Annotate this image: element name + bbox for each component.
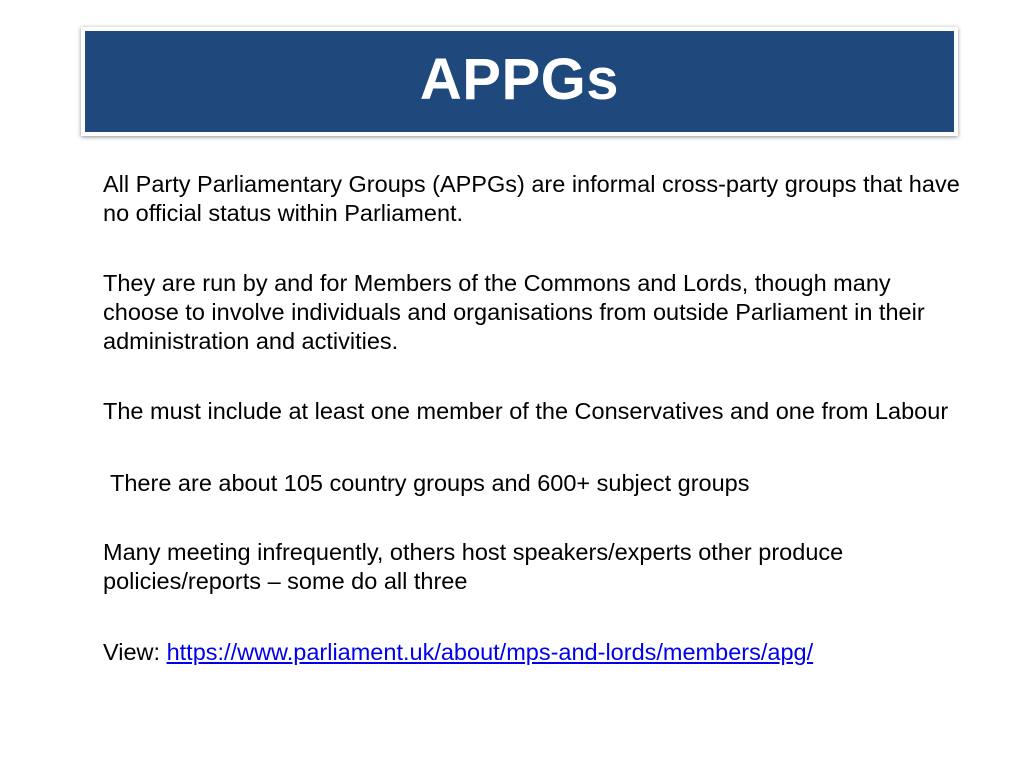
paragraph-appg-definition: All Party Parliamentary Groups (APPGs) are informal cross-party groups that have no official status within Parliament. [103, 171, 960, 226]
paragraph-view [103, 638, 963, 667]
slide-body [103, 170, 963, 667]
paragraph-membership: They are run by and for Members of the Commons and Lords, though many choose to involve individuals and organisations from outside Parliament in their administration and activities. [103, 270, 925, 354]
paragraph-activities: Many meeting infrequently, others host speakers/experts other produce policies/reports – some do all three [103, 539, 844, 594]
title-banner [81, 27, 958, 136]
paragraph-party-requirement: The must include at least one member of the Conservatives and one from Labour [103, 398, 949, 424]
view-label: View: [103, 639, 167, 665]
title-box [85, 31, 954, 132]
slide-title: APPGs [419, 46, 620, 112]
parliament-appg-link[interactable]: https://www.parliament.uk/about/mps-and-lords/members/apg/ [166, 639, 814, 665]
paragraph-group-counts: There are about 105 country groups and 600+ subject groups [110, 470, 750, 496]
